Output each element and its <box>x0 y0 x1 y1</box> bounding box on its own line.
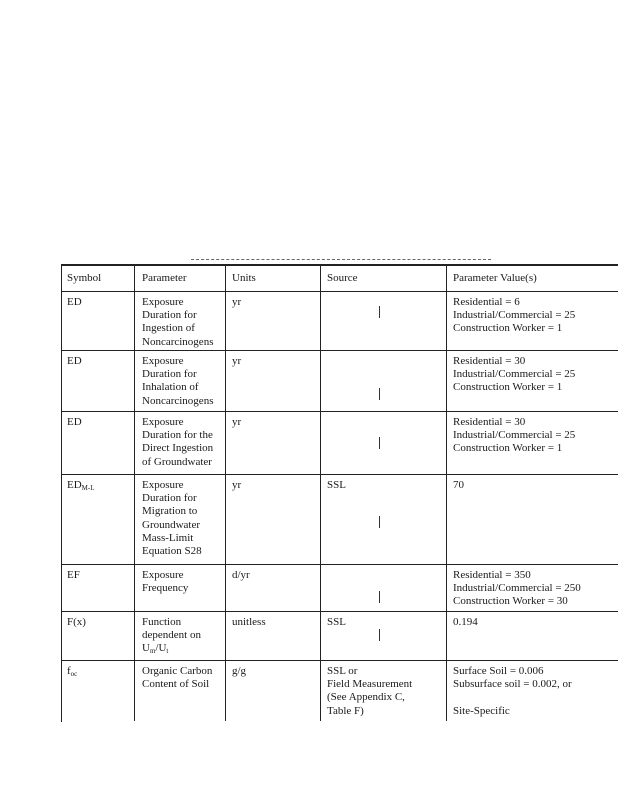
header-symbol: Symbol <box>67 272 102 284</box>
row-source <box>320 565 446 611</box>
row-symbol: $f_{oc}$ <box>67 665 78 678</box>
table-row <box>61 612 618 661</box>
row-values: Residential = 30 Industrial/Commercial = 25 Construction Worker = 1 <box>446 412 618 474</box>
row-parameter: Function dependent on $U_m/U_t$ <box>134 612 225 660</box>
row-symbol: ED <box>67 416 82 428</box>
row-symbol: F(x) <box>67 616 86 628</box>
row-symbol: ED <box>67 296 82 308</box>
row-source: SSL or Field Measurement (See Appendix C, Table F) <box>320 661 446 721</box>
row-source: SSL <box>320 612 446 660</box>
table-row <box>61 565 618 612</box>
row-units: yr <box>225 292 320 350</box>
source-tick-mark <box>379 437 380 449</box>
table-top-dash <box>191 259 491 260</box>
row-parameter: Exposure Duration for Ingestion of Noncarcinogens <box>134 292 225 350</box>
row-units: yr <box>225 475 320 564</box>
row-symbol: $ED_{M-L}$ <box>67 479 95 492</box>
row-parameter: Exposure Frequency <box>134 565 225 611</box>
row-units: unitless <box>225 612 320 660</box>
source-tick-mark <box>379 388 380 400</box>
source-tick-mark <box>379 591 380 603</box>
row-values: Residential = 6 Industrial/Commercial = 25 Construction Worker = 1 <box>446 292 618 350</box>
header-parameter-values: Parameter Value(s) <box>446 266 618 291</box>
table-row <box>61 475 618 565</box>
row-source: SSL <box>320 475 446 564</box>
row-units: d/yr <box>225 565 320 611</box>
source-tick-mark <box>379 516 380 528</box>
table-row <box>61 412 618 475</box>
symbol-subscript: M-L <box>81 484 95 492</box>
row-values: Residential = 350 Industrial/Commercial = 250 Construction Worker = 30 <box>446 565 618 611</box>
row-parameter: Exposure Duration for Inhalation of Noncarcinogens <box>134 351 225 411</box>
header-source: Source <box>320 266 446 291</box>
source-tick-mark <box>379 629 380 641</box>
row-parameter: Exposure Duration for the Direct Ingestion of Groundwater <box>134 412 225 474</box>
table-row <box>61 292 618 351</box>
row-source <box>320 351 446 411</box>
row-source <box>320 412 446 474</box>
row-values: 70 <box>446 475 618 564</box>
header-parameter: Parameter <box>134 266 225 291</box>
table-row <box>61 351 618 412</box>
row-symbol: EF <box>67 569 80 581</box>
header-units: Units <box>225 266 320 291</box>
table-header-row <box>61 266 618 292</box>
source-tick-mark <box>379 306 380 318</box>
row-parameter: Organic Carbon Content of Soil <box>134 661 225 721</box>
row-values: Surface Soil = 0.006 Subsurface soil = 0.002, or Site-Specific <box>446 661 618 721</box>
row-units: g/g <box>225 661 320 721</box>
row-symbol: ED <box>67 355 82 367</box>
symbol-subscript: oc <box>70 670 78 678</box>
row-values: 0.194 <box>446 612 618 660</box>
row-parameter: Exposure Duration for Migration to Groundwater Mass-Limit Equation S28 <box>134 475 225 564</box>
table-row <box>61 661 618 721</box>
row-units: yr <box>225 412 320 474</box>
row-units: yr <box>225 351 320 411</box>
row-values: Residential = 30 Industrial/Commercial = 25 Construction Worker = 1 <box>446 351 618 411</box>
row-source <box>320 292 446 350</box>
